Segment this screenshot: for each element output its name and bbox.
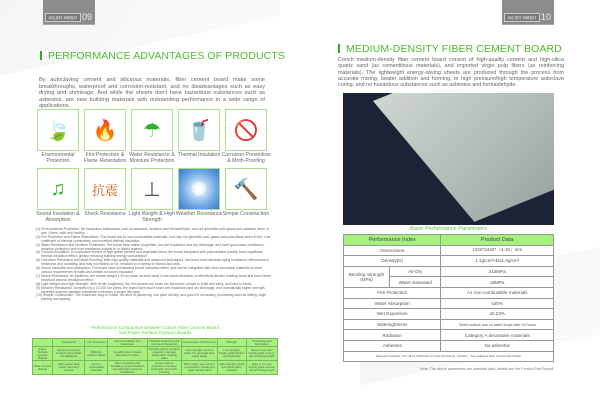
hammer-icon: 🔨 [225,168,267,210]
cell: Ingredients [53,339,85,347]
comparison-table [32,338,278,375]
sound-wall-icon: ♫ [37,168,79,210]
detail-item: (4) Thermal Insulation: In a structure formed of high-grade cement and vegetable fibers, the board integrated with polyurethane panels, have significant thermal insulation effect, greatly reducing building energy consumption. [36,250,263,259]
cell: A1 non-combustible materials [85,361,108,375]
table-row [344,245,554,256]
cell: Paper Surface Gypsum Boards [33,347,53,361]
cell: After combining with insulating, sound insulation and absorption improve significantly [108,361,147,375]
cell: Water-Saturated [390,277,441,288]
note: Note: The above parameters are standard data, details see the Product Test Report. [420,367,554,371]
brand-label: 绿色建材 海螺板材 [45,13,81,22]
feature-label: Fire Protection & Flame Retardation [83,152,127,164]
page-number: 09 [81,12,92,22]
cell: Gypsum and paper surfaces have a little formaldehyde [53,347,85,361]
cell: Good moisture protection, corrosion prevention and moth-proofing [147,361,182,375]
brand-label: 绿色建材 海螺板材 [504,13,540,22]
cell: Moisture Protection and Corrosion Prevention [147,339,182,347]
page-title [338,43,562,55]
table-row [344,309,554,320]
cell: A1 non-combustible materials [441,287,554,298]
cell: ≤40% [441,298,554,309]
cell: Sensibly less in moisture protection, damage easily when meeting water [148,346,180,360]
detail-item: (3) Water Resistance and Moisture Protection: The board have stable properties, low wet expansion and dry shrinkage, and have good water resistance, moisture protection and frost resistance outside or in humid regions. [36,242,265,251]
cell: Strength [217,339,246,347]
cell: Construction Performance [182,339,218,347]
page-tab [502,0,554,25]
cell: Low strength, fragile, easily broken and deformed [217,347,246,361]
table-row [344,298,554,309]
cell: Easy to cut, can't directly paint cement, tile and hang weight [246,347,277,361]
page-tab [43,0,95,25]
cell: Asbestos [344,340,441,351]
cell [33,339,53,347]
cell: Fire Protection [85,339,108,347]
detail-item: (9) Weather Resistance: Densified by a 14,000 ton press, the board have much lower wet expansion and dry shrinkage, and dramatically higher strength, therefore superior weather resistance embraces a longer life span. [36,285,266,294]
cell: 1.1g/cm³<D≤1.4g/cm³ [441,256,554,267]
feature-label: Simple Construction [222,211,270,217]
cell: Category A decorative materials [441,330,554,341]
table-row [344,330,554,341]
cell: Watertightness [344,319,441,330]
table-row [344,266,554,277]
cell: Processing and Decoration [246,339,277,347]
comparison-caption-1: Performance Comparison between Conch Fiber Cement Board [90,325,220,330]
feature-label: Sound Insulation & Absorption [36,211,80,223]
cell: 1220*2440*（4-18）mm [441,245,554,256]
product-photo [343,93,554,225]
table-row [33,361,278,375]
cell: Sensibly less in sound absorption function [108,347,147,361]
comparison-caption-2: And Paper Surface Gypsum Boards [118,330,192,335]
cell: High quality silica quartz sand and cement [53,361,85,375]
table-row [33,339,278,347]
table-header-row [344,235,554,246]
feature-label: Weather Resistance [175,211,223,217]
cell: Bending Strength (MPa) [344,266,390,287]
cell: High strength, shock and deformation resistant [217,361,246,375]
intro-paragraph: Conch medium-density fiber cement board consist of high-quality cement and high-silica quartz sand (as cementitious materials), and imported virgin pulp fibers (as reinforcing materials). The lightweight energy-saving sheets are produced through the process from accurate mixing, beater addition and forming, to high pressure/high temperature autoclave curing, and no hazardous substances such as asbestos and formaldehyde. [338,57,564,89]
cell: Both interior and exterior construction, simple and rapid, directly paint [182,361,218,375]
table-row [344,287,554,298]
header-data: Product Data [441,235,554,246]
cell: ≤0.23% [441,309,554,320]
sun-icon: ✺ [178,168,220,210]
cell: No asbestos [441,340,554,351]
cell: Fiber Cement Sheets [33,361,53,375]
feature-details [36,228,272,302]
feature-label: Light Weight & High Strength [129,211,175,223]
detail-item: (8) Light Weight and High Strength: With terrific toughness, the thin sheets can cover arc structures, simple to build and carry, and hard to break. [36,281,253,286]
shock-chars-icon: 抗震 [84,168,126,210]
cell: Sound Insulation and Absorption [108,339,147,347]
table-row [33,347,278,361]
cell: Dimensions [344,245,441,256]
cell: Wet Expansion [344,309,441,320]
params-title: Basic Performance Parameters [410,226,487,232]
detail-item: (2) Fire Protection and Flame Retardation: The board are A1 non-combustible materials, and may not generate toxic gases and pass flame when in fire. Low coefficient of thermal conductivity and excellent thermal insulation. [36,234,271,243]
feature-label: Thermal Insulation [177,152,221,158]
leaf-100-icon: 🍃 [37,109,79,151]
cell: Difficulty-catalytic labels [85,347,108,361]
intro-paragraph: By autoclaving cement and siliceous materials, fiber cement board make some breakthroughs, waterproof and corrosion-resistant, and no disadvantages such as easy drying and shrinkage. And while the sheets don't have hazardous substances such as asbestos, are new building materials with outstanding performance in a wide range of applications. [39,77,265,110]
title-text: MEDIUM-DENSITY FIBER CEMENT BOARD [346,43,562,55]
cell: Density(D) [344,256,441,267]
umbrella-rain-icon: ☂ [131,109,173,151]
title-text: PERFORMANCE ADVANTAGES OF PRODUCTS [48,50,285,62]
detail-item: (6) Sound Insulation and Absorption: The board have outstanding sound insulation effect, and can be integrated with other acoustical materials to meet various requirements of walls and shields on sound insulation. [36,266,262,274]
cell: Can only glue, and not easily cut, generate dust, waste easily [182,347,218,361]
background-sheet [0,0,280,84]
page-title [40,50,285,62]
feature-label: Corrosion Prevention & Moth-Proofing [221,152,271,164]
table-row [344,319,554,330]
cell: ≥12MPa [441,266,554,277]
cell: Sheet surface has no water drops after 24 hours [441,319,554,330]
feature-label: Environmental Protection [41,152,75,164]
table-row [344,340,554,351]
parameters-table [343,234,554,362]
feature-label: Shock Resistance [84,211,126,217]
cell: Radiation [344,330,441,341]
cell: Water Absorption [344,298,441,309]
cell: Easy to cut, can directly paint cement, tile and hang weight [246,361,277,375]
cell: ≥8MPa [441,277,554,288]
detail-item: (5) Corrosion Prevention and Moth-Proofing: With high-quality materials and advanced techniques, the board have fantastic aging resistance, efflorescence resistance and durability, and may not mildew or rot, resistant to a variety of insects and ants. [36,258,269,267]
standard-cell: Executive standard: JC/T 412.1-2006 Fiber Cement Flat Sheets - Section I - Non-asbestos Fiber Cement Flat Sheets [344,351,554,362]
cement-board-image [373,93,554,222]
cell: Air-Dry [390,266,441,277]
no-fire-icon: 🔥 [84,109,126,151]
detail-item: (10) Simple Construction: The board are easy to install, no need of plastering, can paint directly, and good for secondary processing such as drilling, edge planing and sawing. [36,293,267,302]
header-index: Performance Index [344,235,441,246]
light-beam-icon: ⊥ [131,168,173,210]
feature-label: Water Resistance & Moisture Protection [129,152,175,164]
no-insect-icon: 🚫 [225,109,267,151]
table-row [344,351,554,362]
page-number: 10 [540,12,551,22]
cell: Fire Protection [344,287,441,298]
detail-item: (1) Environmental Protection: No hazardous substances such as asbestos, benzene and formaldehyde, and not generate toxic gases and radiation when in use. Green, safe and healthy. [36,227,269,235]
detail-item: (7) Shock Resistance: As partitions, the sheets weight 1/15 as much as brick walls in the same thickness, to effectively decline building costs and have better structural seismic resistance effect. [36,273,272,282]
thermos-icon: 🥤 [178,109,220,151]
table-row [344,256,554,267]
